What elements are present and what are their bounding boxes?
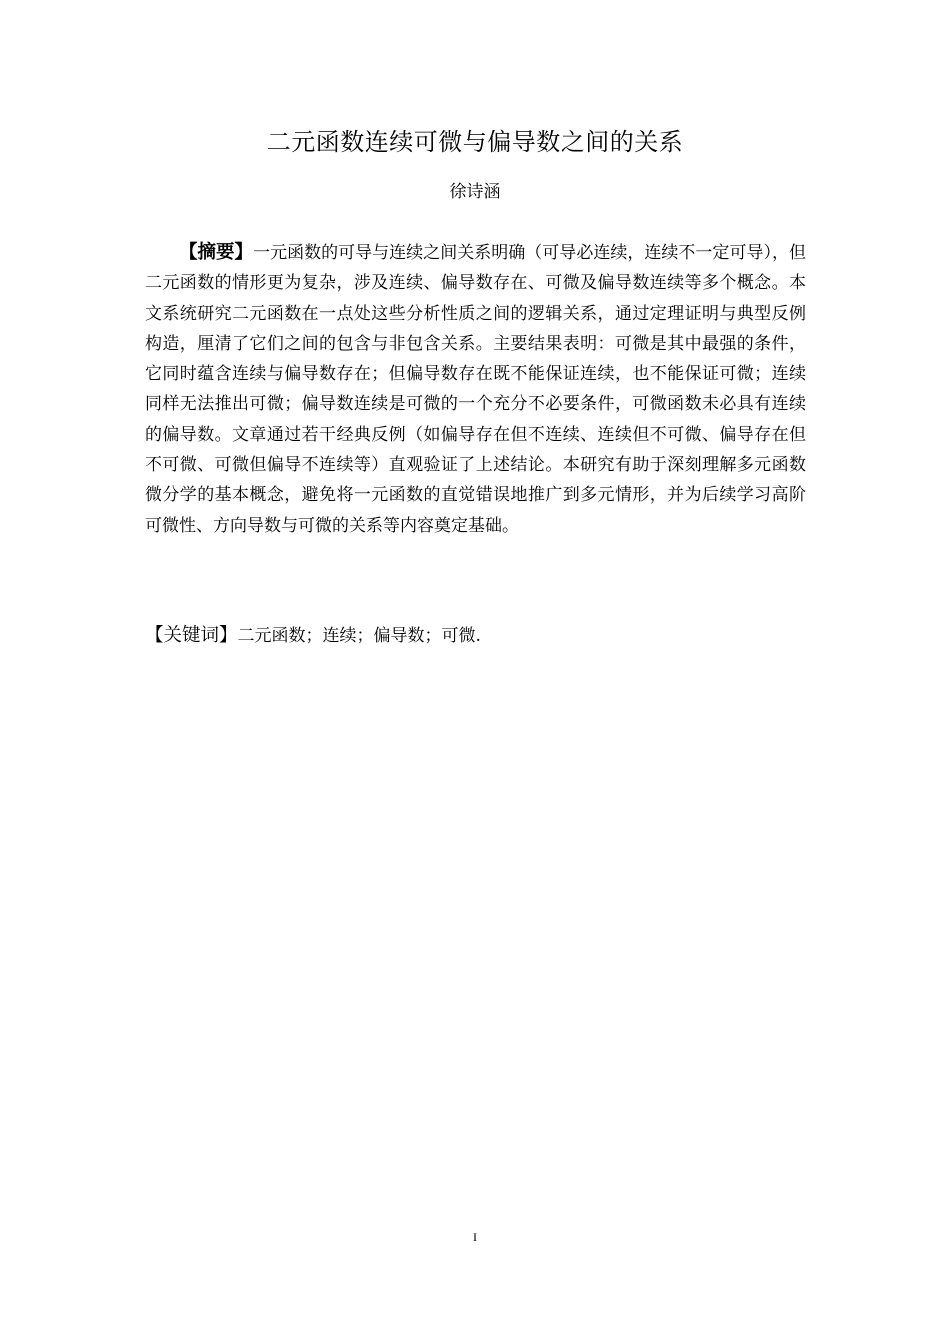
page-number: I [473, 1230, 477, 1244]
abstract-paragraph [145, 238, 806, 541]
keywords-label: 【关键词】 [145, 625, 238, 646]
author-name: 徐诗涵 [449, 182, 501, 202]
abstract-text: 一元函数的可导与连续之间关系明确（可导必连续，连续不一定可导），但二元函数的情形更为复杂，涉及连续、偏导数存在、可微及偏导数连续等多个概念。本文系统研究二元函数在一点处这些分析性质之间的逻辑关系，通过定理证明与典型反例构造，厘清了它们之间的包含与非包含关系。主要结果表明：可微是其中最强的条件，它同时蕴含连续与偏导数存在；但偏导数存在既不能保证连续，也不能保证可微；连续同样无法推出可微；偏导数连续是可微的一个充分不必要条件，可微函数未必具有连续的偏导数。文章通过若干经典反例（如偏导存在但不连续、连续但不可微、偏导存在但不可微、可微但偏导不连续等）直观验证了上述结论。本研究有助于深刻理解多元函数微分学的基本概念，避免将一元函数的直觉错误地推广到多元情形，并为后续学习高阶可微性、方向导数与可微的关系等内容奠定基础。 [145, 243, 806, 536]
abstract-label: 【摘要】 [179, 242, 254, 263]
keywords-paragraph [145, 620, 806, 652]
keywords-text: 二元函数；连续；偏导数；可微. [237, 626, 481, 646]
page-title: 二元函数连续可微与偏导数之间的关系 [266, 128, 684, 156]
